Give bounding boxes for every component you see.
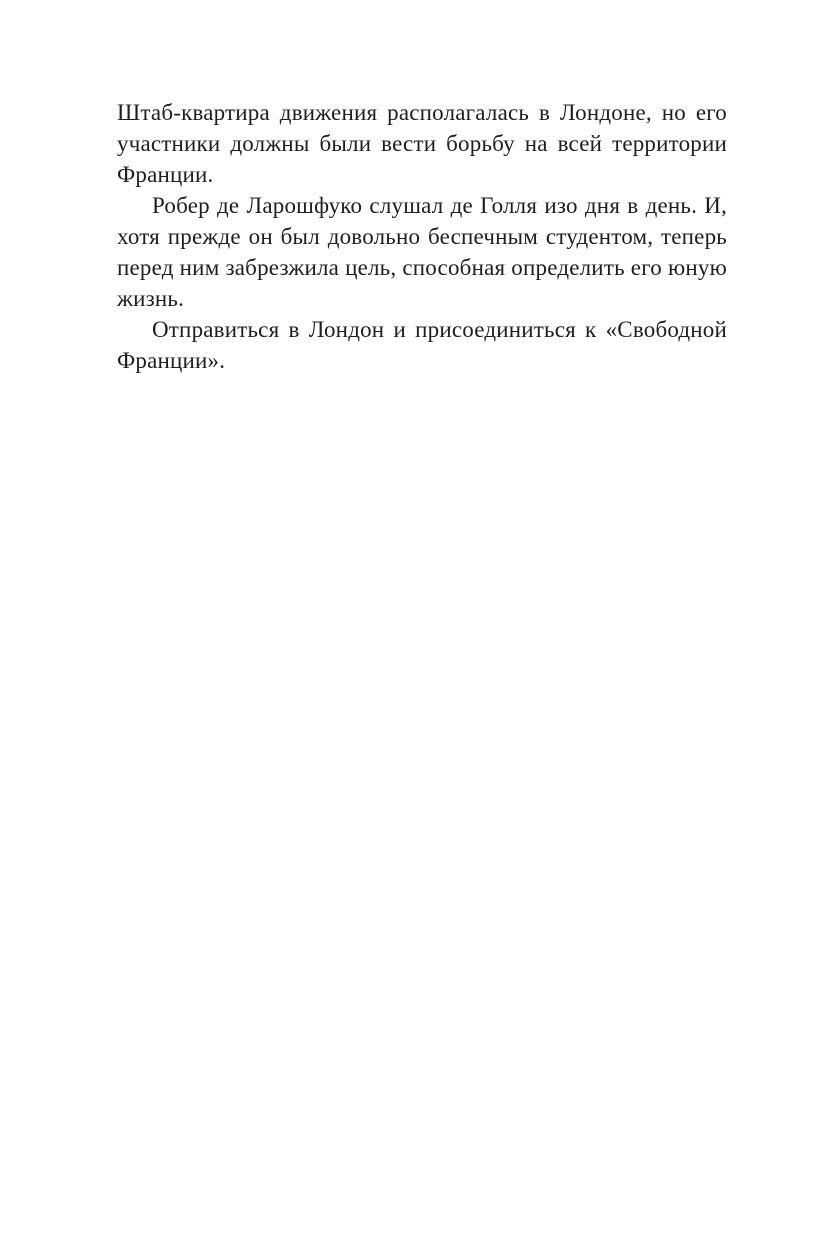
- paragraph: Отправиться в Лондон и присоединиться к «Свободной Франции».: [117, 317, 727, 373]
- text-column: [117, 97, 727, 376]
- paragraph: Робер де Ларошфуко слушал де Голля изо дня в день. И, хотя прежде он был довольно беспечным студентом, теперь перед ним забрезжила цель, способная определить его юную жизнь.: [117, 193, 727, 311]
- paragraph: Штаб-квартира движения располагалась в Лондоне, но его участники должны были вести борьбу на всей территории Франции.: [117, 100, 727, 187]
